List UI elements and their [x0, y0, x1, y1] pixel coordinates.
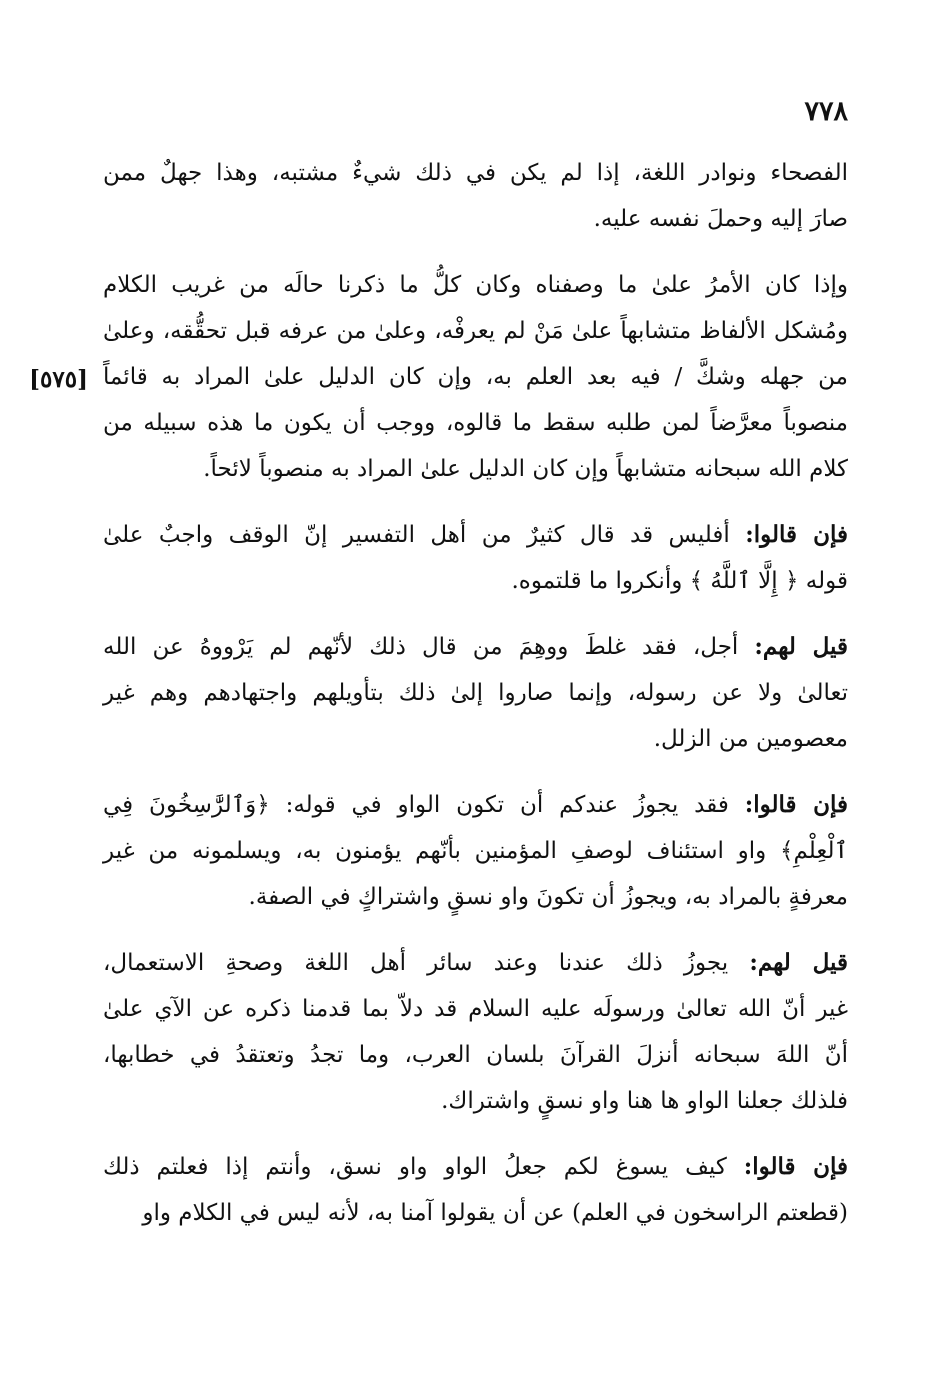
- text-line: [103, 446, 848, 492]
- text-line: [103, 558, 848, 604]
- dialogue-lead: قيل لهم:: [749, 949, 848, 976]
- line-text: كيف يسوغ لكم جعلُ الواو واو نسق، وأنتم إذا فعلتم ذلك: [103, 1154, 744, 1180]
- line-text: وإذا كان الأمرُ علىٰ ما وصفناه وكان كلُّ ما ذكرنا حالَه من غريب الكلام: [103, 272, 848, 298]
- dialogue-lead: فإن قالوا:: [745, 521, 848, 548]
- line-text: فلذلك جعلنا الواو ها هنا واو نسقٍ واشتراك.: [441, 1088, 848, 1114]
- text-line: [103, 1032, 848, 1078]
- text-line: [103, 670, 848, 716]
- text-line: [103, 828, 848, 874]
- line-text: فقد يجوزُ عندكم أن تكون الواو في قوله: ﴿وَٱلرَّٰسِخُونَ فِي: [103, 792, 745, 818]
- text-line: [103, 150, 848, 196]
- text-line: [103, 1078, 848, 1124]
- line-text: تعالىٰ ولا عن رسوله، وإنما صاروا إلىٰ ذلك بتأويلهم واجتهادهم وهم غير: [103, 680, 848, 706]
- line-text: أجل، فقد غلطَ ووهِمَ من قال ذلك لأنّهم لم يَرْووهُ عن الله: [103, 634, 755, 660]
- text-line: [103, 354, 848, 400]
- paragraph: [103, 782, 848, 920]
- text-line: [103, 986, 848, 1032]
- text-line: [103, 308, 848, 354]
- line-text: الفصحاء ونوادر اللغة، إذا لم يكن في ذلك شيءٌ مشتبه، وهذا جهلٌ ممن: [103, 160, 848, 186]
- paragraph: [103, 624, 848, 762]
- line-text: صارَ إليه وحملَ نفسه عليه.: [593, 206, 848, 232]
- text-line: [103, 1190, 848, 1236]
- text-line: [103, 782, 848, 828]
- paragraph: [103, 940, 848, 1124]
- line-text: قوله ﴿ إِلَّا ٱللَّهُ ﴾ وأنكروا ما قلتموه.: [511, 568, 848, 594]
- line-text: ٱلْعِلْمِ﴾ واو استئناف لوصفِ المؤمنين بأنّهم يؤمنون به، ويسلمونه من غير: [103, 838, 848, 864]
- line-text: ومُشكل الألفاظ متشابهاً علىٰ مَنْ لم يعرفْه، وعلىٰ من عرفه قبل تحقُّقه، وعلىٰ: [103, 318, 848, 344]
- text-line: [103, 512, 848, 558]
- dialogue-lead: فإن قالوا:: [743, 1153, 848, 1180]
- text-line: [103, 874, 848, 920]
- line-text: أنّ اللهَ سبحانه أنزلَ القرآنَ بلسان العرب، وما تجدُ وتعتقدُ في خطابها،: [103, 1042, 848, 1068]
- line-text: (قطعتم الراسخون في العلم) عن أن يقولوا آمنا به، لأنه ليس في الكلام واو: [142, 1200, 848, 1226]
- text-line: [103, 716, 848, 762]
- paragraph: [103, 1144, 848, 1236]
- margin-page-marker: [٥٧٥]: [29, 366, 88, 393]
- text-line: [103, 940, 848, 986]
- line-text: كلام الله سبحانه متشابهاً وإن كان الدليل علىٰ المراد به منصوباً لائحاً.: [203, 456, 848, 482]
- line-text: معرفةٍ بالمراد به، ويجوزُ أن تكونَ واو نسقٍ واشتراكٍ في الصفة.: [248, 884, 848, 910]
- text-line: [103, 400, 848, 446]
- line-text: أفليس قد قال كثيرٌ من أهل التفسير إنّ الوقف واجبٌ علىٰ: [103, 522, 746, 548]
- line-text: منصوباً معرَّضاً لمن طلبه سقط ما قالوه، ووجب أن يكون ما هذه سبيله من: [103, 410, 848, 436]
- text-line: [103, 262, 848, 308]
- text-line: [103, 196, 848, 242]
- dialogue-lead: فإن قالوا:: [744, 791, 848, 818]
- paragraph: [103, 512, 848, 604]
- line-text: معصومين من الزلل.: [653, 726, 848, 752]
- page-number: ٧٧٨: [804, 96, 848, 127]
- paragraph: [103, 150, 848, 242]
- body-text: [103, 150, 848, 1256]
- text-line: [103, 1144, 848, 1190]
- line-text: يجوزُ ذلك عندنا وعند سائر أهل اللغة وصحةِ الاستعمال،: [103, 950, 750, 976]
- line-text: غير أنّ الله تعالىٰ ورسولَه عليه السلام قد دلاّ بما قدمنا ذكره عن الآي علىٰ: [103, 996, 848, 1022]
- paragraph: [103, 262, 848, 492]
- line-text: من جهله وشكَّ / فيه بعد العلم به، وإن كان الدليل علىٰ المراد به قائماً: [103, 364, 848, 390]
- text-line: [103, 624, 848, 670]
- dialogue-lead: قيل لهم:: [754, 633, 848, 660]
